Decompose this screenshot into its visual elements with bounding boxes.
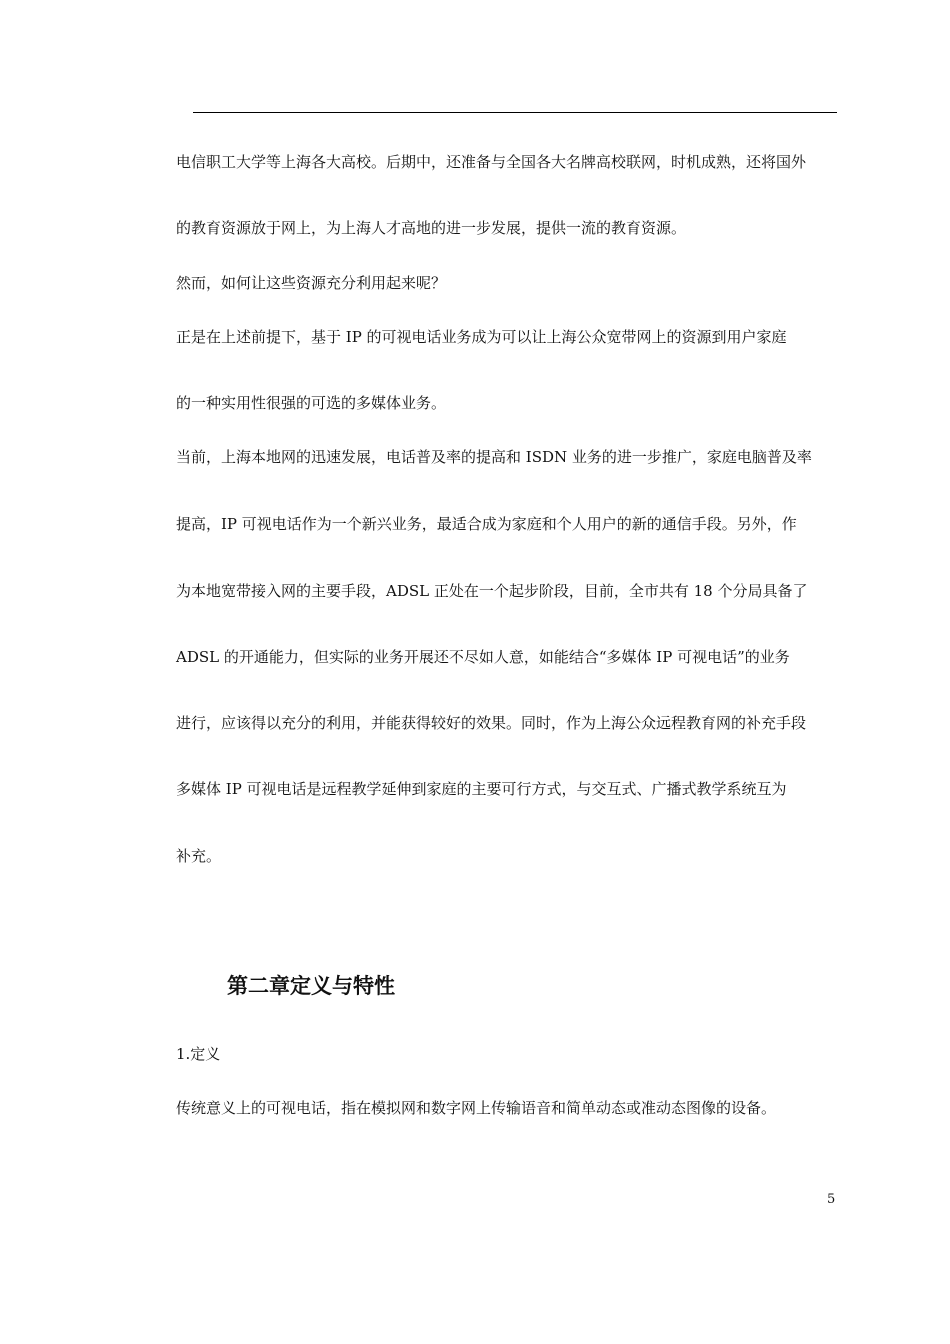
body-line-3: 然而，如何让这些资源充分利用起来呢？ [176,274,447,292]
body-line-8: 为本地宽带接入网的主要手段，ADSL 正处在一个起步阶段，目前，全市共有 18 个分局具备了 [176,582,808,600]
body-line-4: 正是在上述前提下，基于 IP 的可视电话业务成为可以让上海公众宽带网上的资源到用户家庭 [176,328,787,346]
definition-text: 传统意义上的可视电话，指在模拟网和数字网上传输语音和简单动态或准动态图像的设备。 [176,1099,777,1117]
header-rule [193,112,837,113]
body-line-10: 进行，应该得以充分的利用，并能获得较好的效果。同时，作为上海公众远程教育网的补充手段 [176,714,807,732]
body-line-2: 的教育资源放于网上，为上海人才高地的进一步发展，提供一流的教育资源。 [176,219,687,237]
body-line-11: 多媒体 IP 可视电话是远程教学延伸到家庭的主要可行方式，与交互式、广播式教学系统互为 [176,780,787,798]
body-line-6: 当前，上海本地网的迅速发展，电话普及率的提高和 ISDN 业务的进一步推广，家庭电脑普及率 [176,448,812,466]
chapter-title: 第二章定义与特性 [227,974,395,998]
body-line-7: 提高，IP 可视电话作为一个新兴业务，最适合成为家庭和个人用户的新的通信手段。另外，作 [176,515,797,533]
body-line-9: ADSL 的开通能力，但实际的业务开展还不尽如人意，如能结合“多媒体 IP 可视电话”的业务 [176,648,790,666]
body-line-5: 的一种实用性很强的可选的多媒体业务。 [176,394,447,412]
section-heading: 1.定义 [176,1045,221,1063]
page-number: 5 [827,1192,836,1207]
body-line-12: 补充。 [176,847,222,865]
body-line-1: 电信职工大学等上海各大高校。后期中，还准备与全国各大名牌高校联网，时机成熟，还将国外 [176,153,807,171]
